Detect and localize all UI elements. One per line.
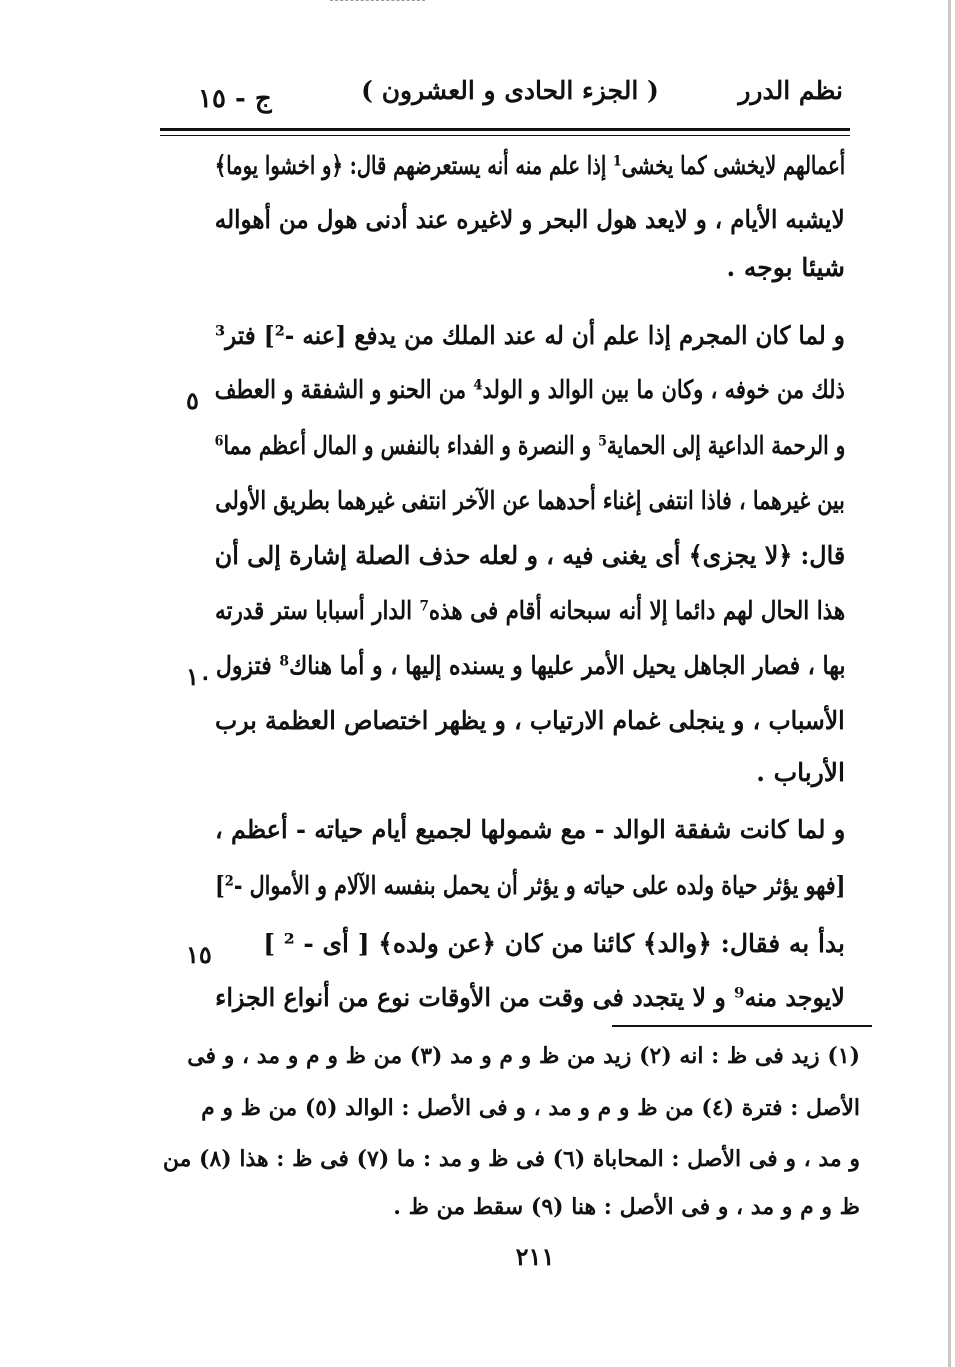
header-rule-thick (160, 128, 850, 131)
line-number: ٥ (186, 386, 199, 415)
page-number: ٢١١ (515, 1242, 555, 1271)
body-line: شيئا بوجه . (726, 253, 845, 282)
body-line: ذلك من خوفه ، وكان ما بين الوالد و الولد⁴ من الحنو و الشفقة و العطف (214, 375, 845, 404)
footnote-line: ظ و م و مد ، و فى الأصل : هنا (٩) سقط من ظ . (393, 1194, 860, 1220)
footnote-line: (١) زيد فى ظ : انه (٢) زيد من ظ و م و مد (٣) من ظ و م و مد ، و فى (187, 1043, 860, 1069)
body-line: و الرحمة الداعية إلى الحماية⁵ و النصرة و الفداء بالنفس و المال أعظم مما⁶ (214, 431, 845, 460)
book-title: نظم الدرر (738, 76, 843, 105)
line-number: ١٥ (186, 940, 212, 969)
body-line: و لما كانت شفقة الوالد - مع شمولها لجميع أيام حياته - أعظم ، (214, 815, 845, 844)
body-line: بدأ به فقال: ﴿والد﴾ كائنا من كان ﴿عن ولده﴾ [ أى - ² ] (263, 929, 845, 958)
footnote-line: و مد ، و فى الأصل : المحاباة (٦) فى ظ و مد : ما (٧) فى ظ : هذا (٨) من (162, 1146, 860, 1172)
volume-indicator: ج - ١٥ (198, 84, 272, 114)
body-line: لايشبه الأيام ، و لايعد هول البحر و لاغيره عند أدنى هول من أهواله (215, 205, 845, 234)
footnote-line: الأصل : فترة (٤) من ظ و م و مد ، و فى الأصل : الوالد (٥) من ظ و م (201, 1095, 860, 1121)
line-number: ١٠ (186, 662, 212, 691)
body-line: الأرباب . (756, 758, 845, 787)
scan-top-mark (330, 0, 425, 1)
body-line: لايوجد منه⁹ و لا يتجدد فى وقت من الأوقات نوع من أنواع الجزاء (215, 983, 845, 1012)
body-line: بين غيرهما ، فاذا انتفى إغناء أحدهما عن الآخر انتفى غيرهما بطريق الأولى (215, 486, 845, 515)
footnote-rule (612, 1025, 872, 1027)
scan-right-edge (948, 0, 951, 1367)
body-line: أعمالهم لايخشى كما يخشى¹ إذا علم منه أنه يستعرضهم قال: ﴿و اخشوا يوما﴾ (214, 151, 845, 180)
body-line: هذا الحال لهم دائما إلا أنه سبحانه أقام فى هذه⁷ الدار أسبابا ستر قدرته (214, 596, 845, 625)
body-line: قال: ﴿لا يجزى﴾ أى يغنى فيه ، و لعله حذف الصلة إشارة إلى أن (214, 541, 845, 570)
body-line: بها ، فصار الجاهل يحيل الأمر عليها و يسنده إليها ، و أما هناك⁸ فتزول (215, 651, 845, 680)
header-rule-thin (160, 135, 850, 136)
body-line: [فهو يؤثر حياة ولده على حياته و يؤثر أن يحمل بنفسه الآلام و الأموال -²] (214, 871, 846, 900)
body-line: الأسباب ، و ينجلى غمام الارتياب ، و يظهر اختصاص العظمة برب (215, 706, 845, 735)
body-line: و لما كان المجرم إذا علم أن له عند الملك من يدفع [عنه -²] فتر³ (215, 321, 845, 350)
part-title: ( الجزء الحادى و العشرون ) (361, 76, 659, 105)
